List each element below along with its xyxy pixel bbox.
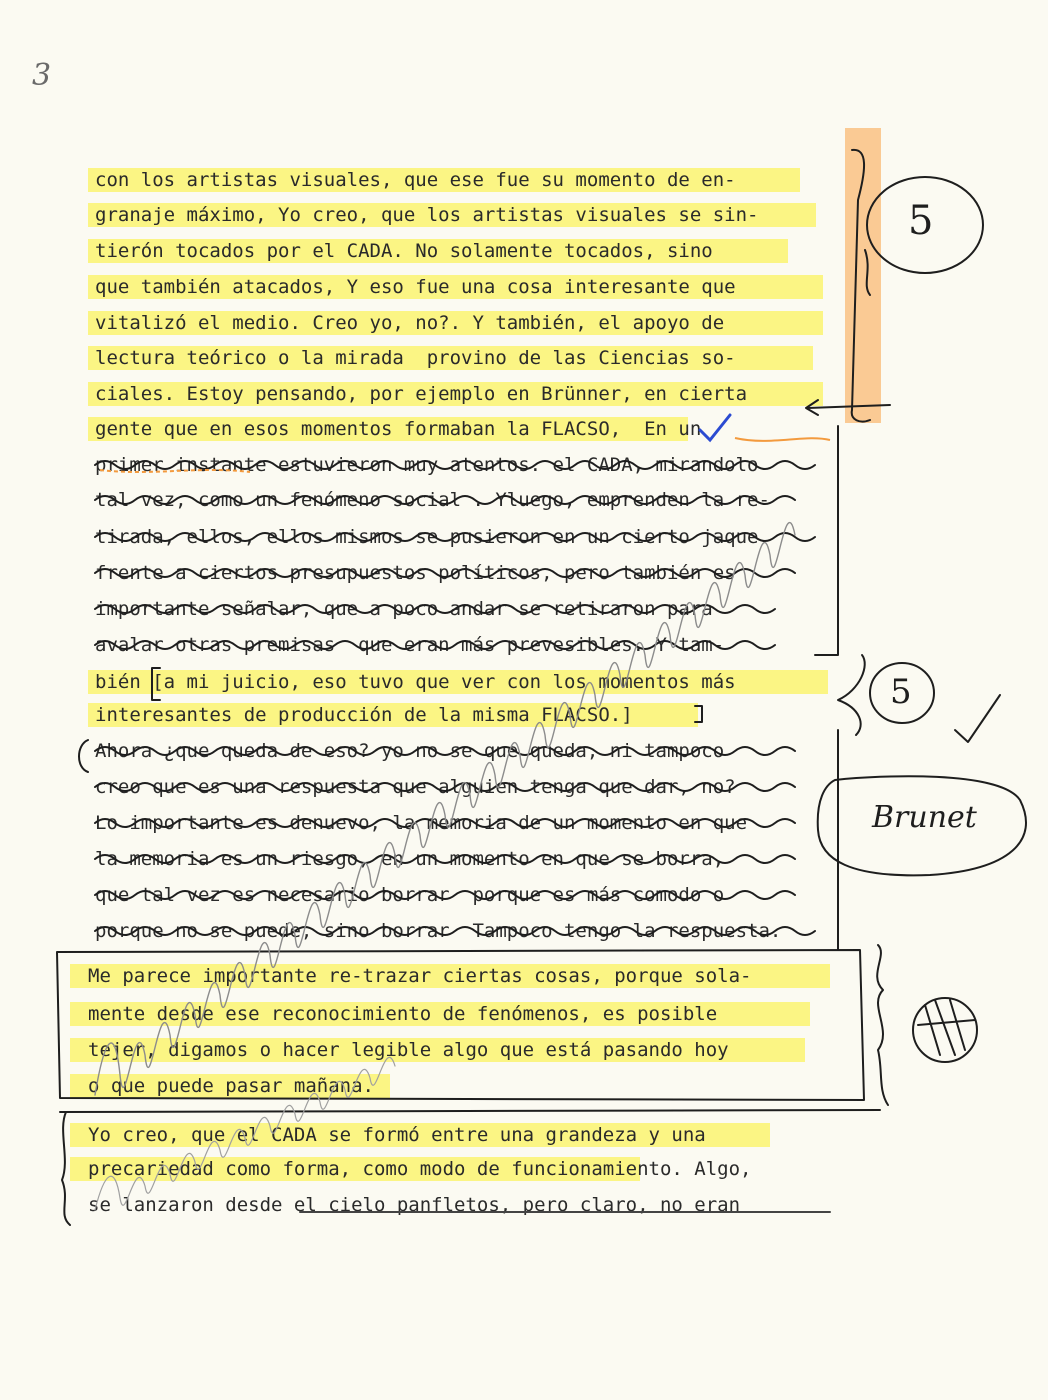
- circle-number-mid: 5: [890, 672, 912, 712]
- left-paren: [79, 740, 88, 772]
- strike-line: [95, 747, 795, 755]
- strike-line: [95, 605, 775, 613]
- page-number: 3: [32, 58, 52, 93]
- text-line: lectura teórico o la mirada provino de las Ciencias so-: [95, 347, 736, 369]
- strike-line: [95, 569, 795, 577]
- strike-line: [95, 533, 815, 541]
- text-line: tierón tocados por el CADA. No solamente tocados, sino: [95, 240, 713, 262]
- strike-line: [95, 891, 795, 899]
- text-line: que tal vez es necesario borrar porque es más comodo o: [95, 884, 725, 906]
- bracket-open: [152, 668, 160, 700]
- text-line: bién [a mi juicio, eso tuvo que ver con los momentos más: [95, 671, 736, 693]
- text-line: se lanzaron desde el cielo panfletos, pero claro, no eran: [88, 1194, 741, 1216]
- text-line: con los artistas visuales, que ese fue su momento de en-: [95, 169, 736, 191]
- text-line: primer instante estuvieron muy atentos. el CADA, mirandolo: [95, 454, 759, 476]
- box-edge-right: [815, 426, 838, 655]
- text-line: Yo creo, que el CADA se formó entre una grandeza y una: [88, 1124, 706, 1146]
- bracket-close: [695, 706, 702, 722]
- circle-number-top: 5: [908, 198, 934, 244]
- scribble-circle-fill: [918, 1000, 975, 1055]
- handwritten-name: Brunet: [872, 800, 977, 835]
- text-line: gente que en esos momentos formaban la FLACSO, En un: [95, 418, 702, 440]
- brace-right-lower: [877, 945, 888, 1105]
- text-line: frente a ciertos presupuestos políticos, pero también es: [95, 562, 736, 584]
- strike-line: [95, 927, 815, 935]
- orange-underline: [100, 470, 250, 472]
- brace-mid: [838, 655, 865, 735]
- scribble-paragraph: [95, 523, 795, 1095]
- checkmark-right: [955, 695, 1000, 742]
- text-line: vitalizó el medio. Creo yo, no?. Y también, el apoyo de: [95, 312, 725, 334]
- text-line: importante señalar, que a poco andar se retiraron para: [95, 598, 713, 620]
- text-line: Me parece importante re-trazar ciertas cosas, porque sola-: [88, 965, 752, 987]
- text-line: tal vez, como un fenómeno social . Yluego, emprenden la re-: [95, 489, 770, 511]
- text-line: creo que es una respuesta que alguien tenga que dar, no?: [95, 776, 736, 798]
- text-line: avalar otras premisas que eran más prevesibles. Y tam-: [95, 634, 725, 656]
- strike-line: [95, 461, 815, 469]
- text-line: Ahora ¿que queda de eso? yo no se que queda, ni tampoco: [95, 740, 725, 762]
- text-line: que también atacados, Y eso fue una cosa interesante que: [95, 276, 736, 298]
- scribble-final: [95, 1057, 395, 1210]
- text-line: Lo importante es denuevo, la memoria de un momento en que: [95, 812, 748, 834]
- text-line: porque no se puede, sino borrar Tampoco tengo la respuesta.: [95, 920, 782, 942]
- text-line: ciales. Estoy pensando, por ejemplo en Brünner, en cierta: [95, 383, 748, 405]
- strike-line: [95, 855, 795, 863]
- brace-left: [62, 1112, 70, 1225]
- text-line: o que puede pasar mañana.: [88, 1075, 374, 1097]
- strike-line: [95, 783, 795, 791]
- text-line: tirada, ellos, ellos mismos se pusieron en un cierto jaque: [95, 526, 759, 548]
- paragraph-box: [57, 950, 864, 1100]
- circle-tail: [865, 250, 870, 295]
- text-line: la memoria es un riesgo, en un momento en que se borra,: [95, 848, 725, 870]
- text-line: tejer, digamos o hacer legible algo que está pasando hoy: [88, 1039, 729, 1061]
- text-line: granaje máximo, Yo creo, que los artistas visuales se sin-: [95, 204, 759, 226]
- text-line: precariedad como forma, como modo de funcionamiento. Algo,: [88, 1158, 752, 1180]
- text-line: mente desde ese reconocimiento de fenómenos, es posible: [88, 1003, 718, 1025]
- rule-top: [60, 1110, 880, 1112]
- orange-underline-right: [735, 438, 830, 441]
- strike-line: [95, 496, 795, 504]
- arrow-left: [806, 400, 890, 415]
- text-line: interesantes de producción de la misma FLACSO.]: [95, 704, 633, 726]
- blue-check-icon: [700, 415, 730, 440]
